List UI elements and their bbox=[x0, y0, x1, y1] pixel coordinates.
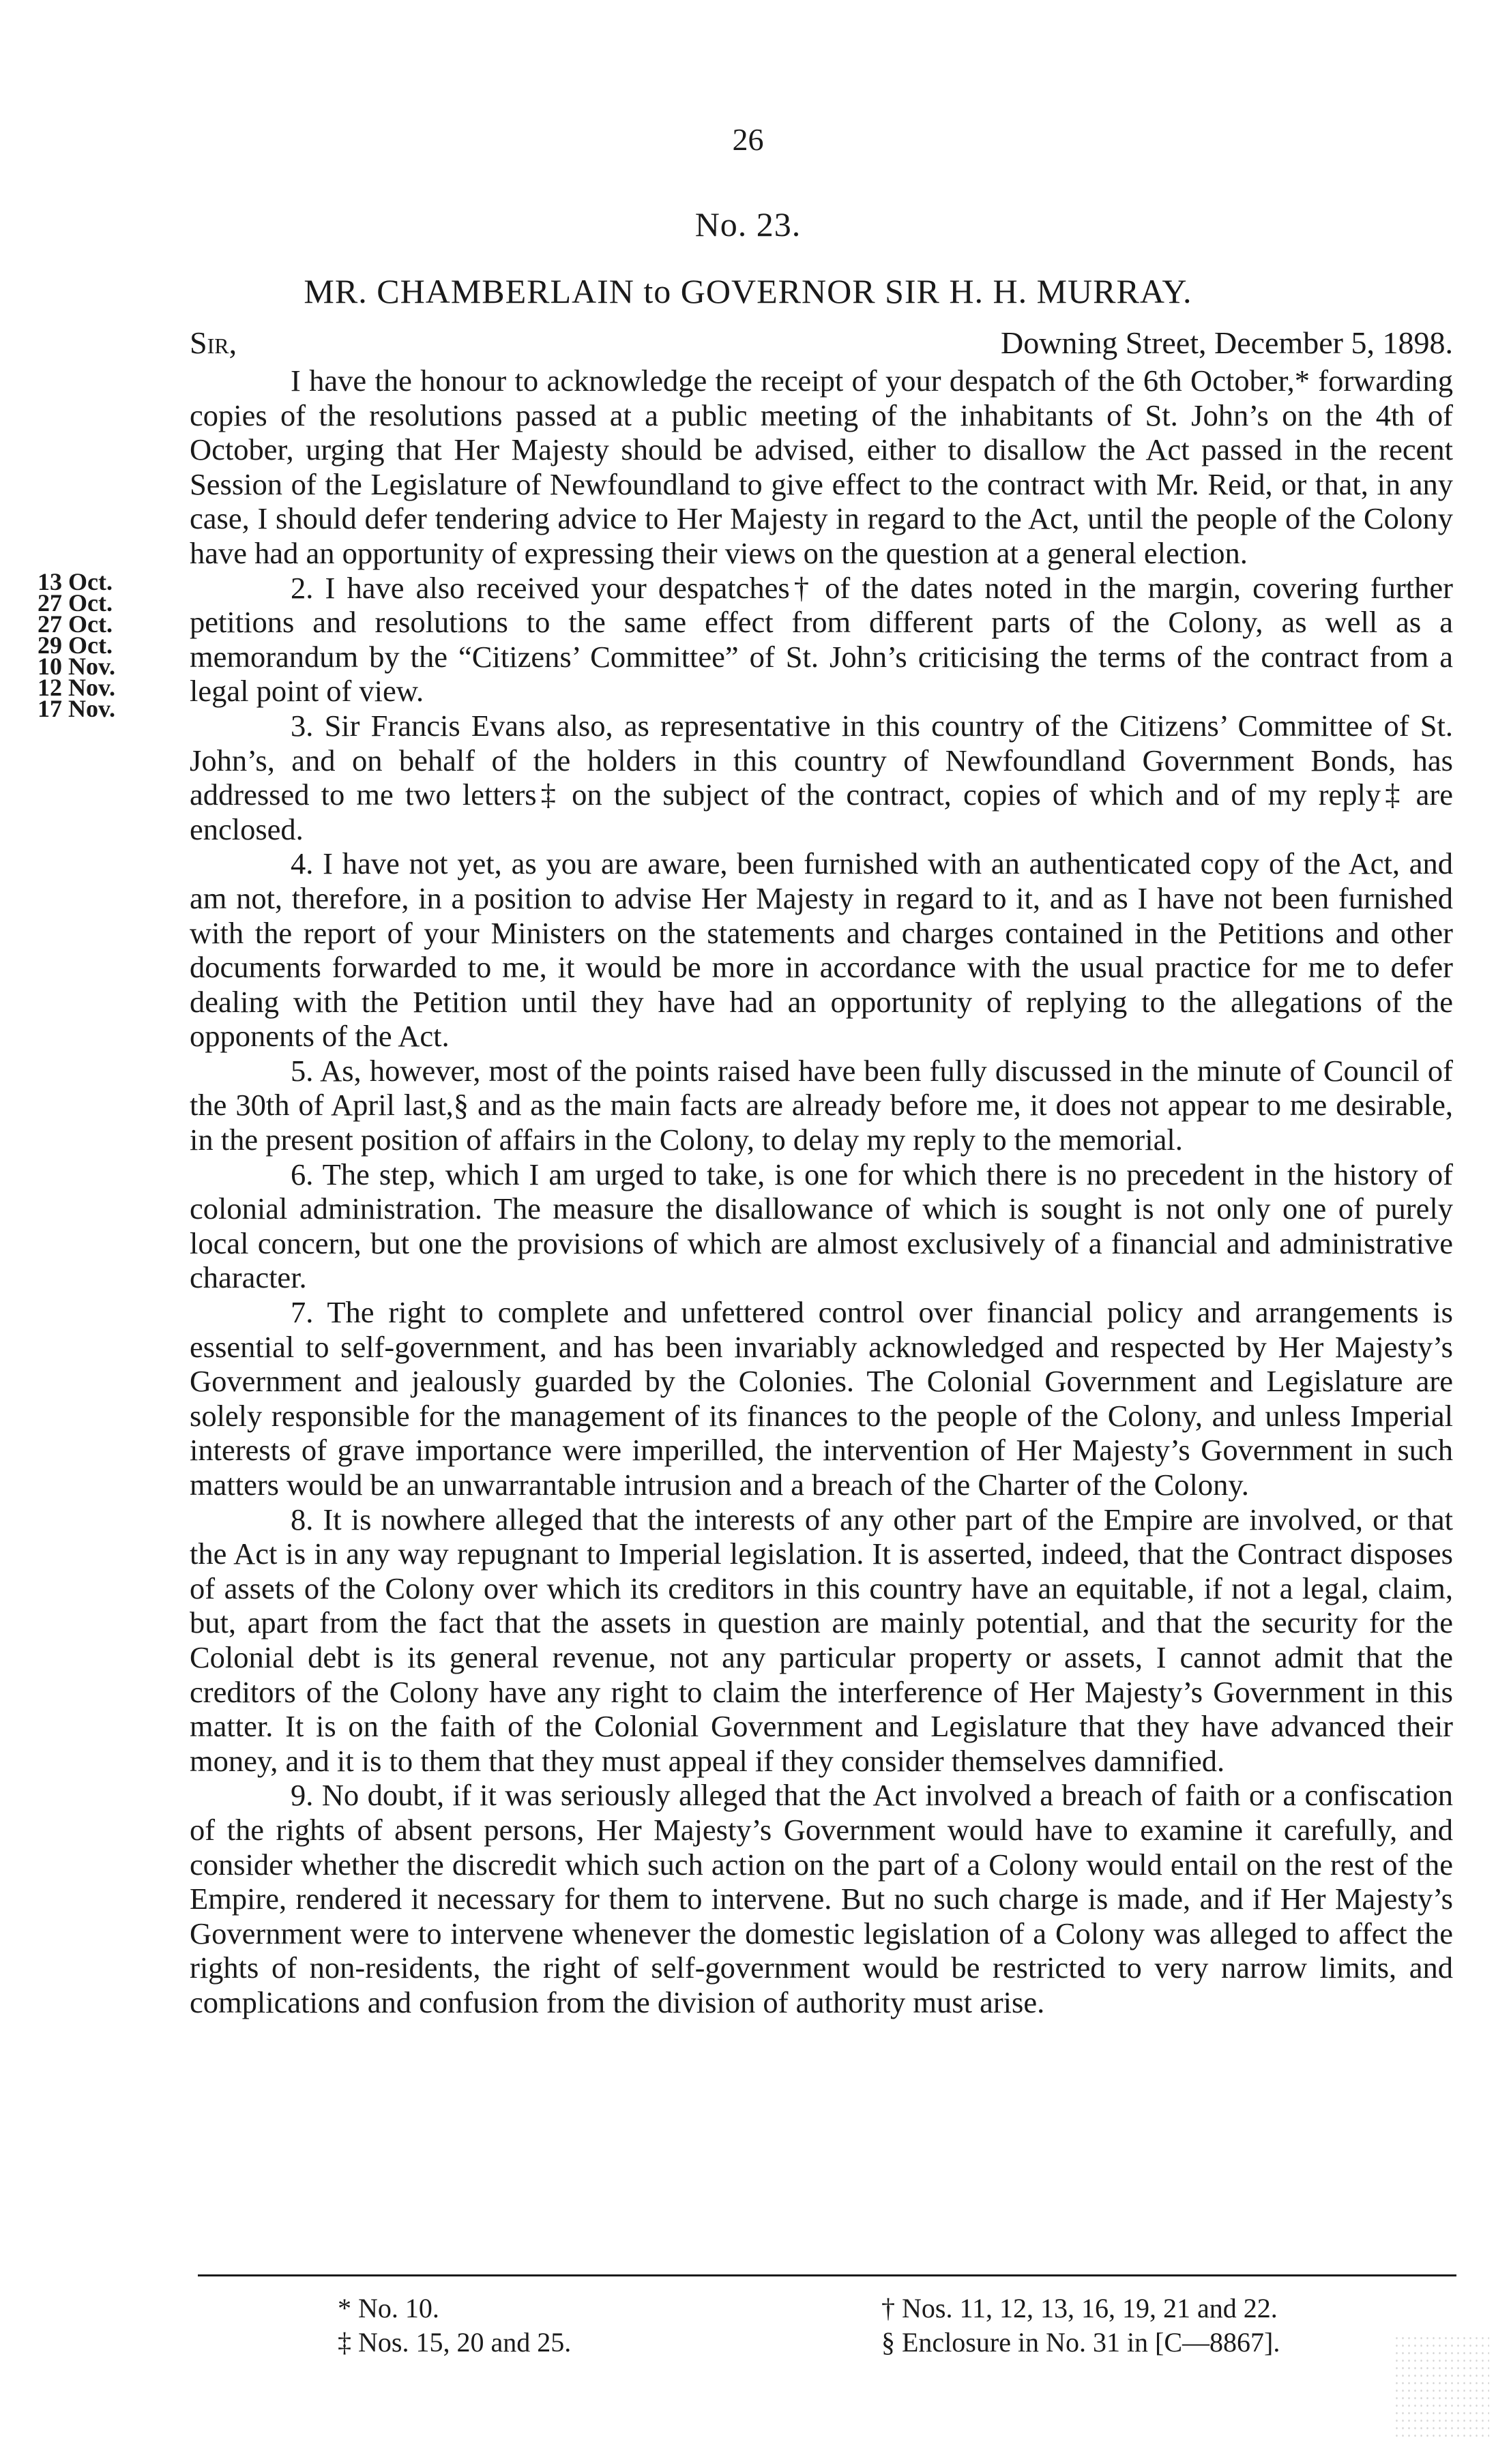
document-heading: MR. CHAMBERLAIN to GOVERNOR SIR H. H. MURRAY. bbox=[304, 272, 1192, 310]
paragraph: 4. I have not yet, as you are aware, been furnished with an authenticated copy of the Act, and am not, therefore, in a position to advise Her Majesty in regard to it, and as I have not been furnished with the report of your Ministers on the statements and charges contained in the Petitions and other documents forwarded to me, it would be more in accordance with the usual practice for me to defer dealing with the Petition until they have had an opportunity of replying to the allegations of the opponents of the Act. bbox=[190, 846, 1453, 1054]
footnote: † Nos. 11, 12, 13, 16, 19, 21 and 22. bbox=[881, 2293, 1278, 2324]
paragraph: 8. It is nowhere alleged that the interests of any other part of the Empire are involved, or that the Act is in any way repugnant to Imperial legislation. It is asserted, indeed, that the Contract disposes of assets of the Colony over which its creditors in this country have an equitable, if not a legal, claim, but, apart from the fact that the assets in question are mainly potential, and that the security for the Colonial debt is its general revenue, not any particular property or assets, I cannot admit that the creditors of the Colony have any right to claim the interference of Her Majesty’s Government in this matter. It is on the faith of the Colonial Government and Legislature that they have advanced their money, and it is to them that they must appeal if they consider themselves damnified. bbox=[190, 1502, 1453, 1778]
paragraph: 3. Sir Francis Evans also, as representative in this country of the Citizens’ Committee of St. John’s, and on behalf of the holders in this country of Newfoundland Government Bonds, has addressed to me two letters‡ on the subject of the contract, copies of which and of my reply‡ are enclosed. bbox=[190, 708, 1453, 846]
footnote-divider bbox=[198, 2274, 1456, 2276]
letter-body bbox=[190, 363, 1453, 2020]
footnote: ‡ Nos. 15, 20 and 25. bbox=[338, 2327, 572, 2358]
margin-date: 27 Oct. bbox=[38, 610, 113, 638]
margin-date: 17 Nov. bbox=[38, 695, 116, 722]
paragraph: 7. The right to complete and unfettered control over financial policy and arrangements is essential to self-government, and has been invariably acknowledged and respected by Her Majesty’s Government and jealously guarded by the Colonies. The Colonial Government and Legislature are solely responsible for the management of its finances to the people of the Colony, and unless Imperial interests of grave importance were imperilled, the intervention of Her Majesty’s Government in such matters would be an unwarrantable intrusion and a breach of the Charter of the Colony. bbox=[190, 1295, 1453, 1502]
paragraph: 2. I have also received your despatches† of the dates noted in the margin, covering further petitions and resolutions to the same effect from different parts of the Colony, as well as a memorandum by the “Citizens’ Committee” of St. John’s criticising the terms of the contract from a legal point of view. bbox=[190, 570, 1453, 709]
paragraph: I have the honour to acknowledge the receipt of your despatch of the 6th October,* forwarding copies of the resolutions passed at a public meeting of the inhabitants of St. John’s on the 4th of October, urging that Her Majesty should be advised, either to disallow the Act passed in the recent Session of the Legislature of Newfoundland to give effect to the contract with Mr. Reid, or that, in any case, I should defer tendering advice to Her Majesty in regard to the Act, until the people of the Colony have had an opportunity of expressing their views on the question at a general election. bbox=[190, 363, 1453, 570]
scan-noise bbox=[1394, 2334, 1489, 2437]
footnote: § Enclosure in No. 31 in [C—8867]. bbox=[881, 2327, 1280, 2358]
margin-date: 10 Nov. bbox=[38, 653, 116, 680]
salutation-line bbox=[190, 325, 1453, 366]
footnote: * No. 10. bbox=[338, 2293, 439, 2324]
margin-dates bbox=[38, 568, 174, 722]
paragraph: 9. No doubt, if it was seriously alleged that the Act involved a breach of faith or a confiscation of the rights of absent persons, Her Majesty’s Government would have to examine it carefully, and consider whether the discredit which such action on the part of a Colony would entail on the rest of the Empire, rendered it necessary for them to intervene. But no such charge is made, and if Her Majesty’s Government were to intervene whenever the domestic legislation of a Colony was alleged to affect the rights of non-residents, the right of self-government would be restricted to very narrow limits, and complications and confusion from the division of authority must arise. bbox=[190, 1778, 1453, 2019]
margin-date: 29 Oct. bbox=[38, 632, 113, 659]
margin-date: 27 Oct. bbox=[38, 589, 113, 617]
margin-date: 13 Oct. bbox=[38, 568, 113, 595]
paragraph: 5. As, however, most of the points raised have been fully discussed in the minute of Council of the 30th of April last,§ and as the main facts are already before me, it does not appear to me desirable, in the present position of affairs in the Colony, to delay my reply to the memorial. bbox=[190, 1053, 1453, 1157]
salutation: Sir, bbox=[190, 325, 237, 360]
margin-date: 12 Nov. bbox=[38, 674, 116, 701]
place-date: Downing Street, December 5, 1898. bbox=[1000, 325, 1453, 360]
paragraph: 6. The step, which I am urged to take, is one for which there is no precedent in the history of colonial administration. The measure the disallowance of which is sought is not only one of purely local concern, but one the provisions of which are almost exclusively of a financial and administrative character. bbox=[190, 1157, 1453, 1295]
document-number: No. 23. bbox=[694, 205, 802, 243]
page-number: 26 bbox=[732, 122, 764, 157]
